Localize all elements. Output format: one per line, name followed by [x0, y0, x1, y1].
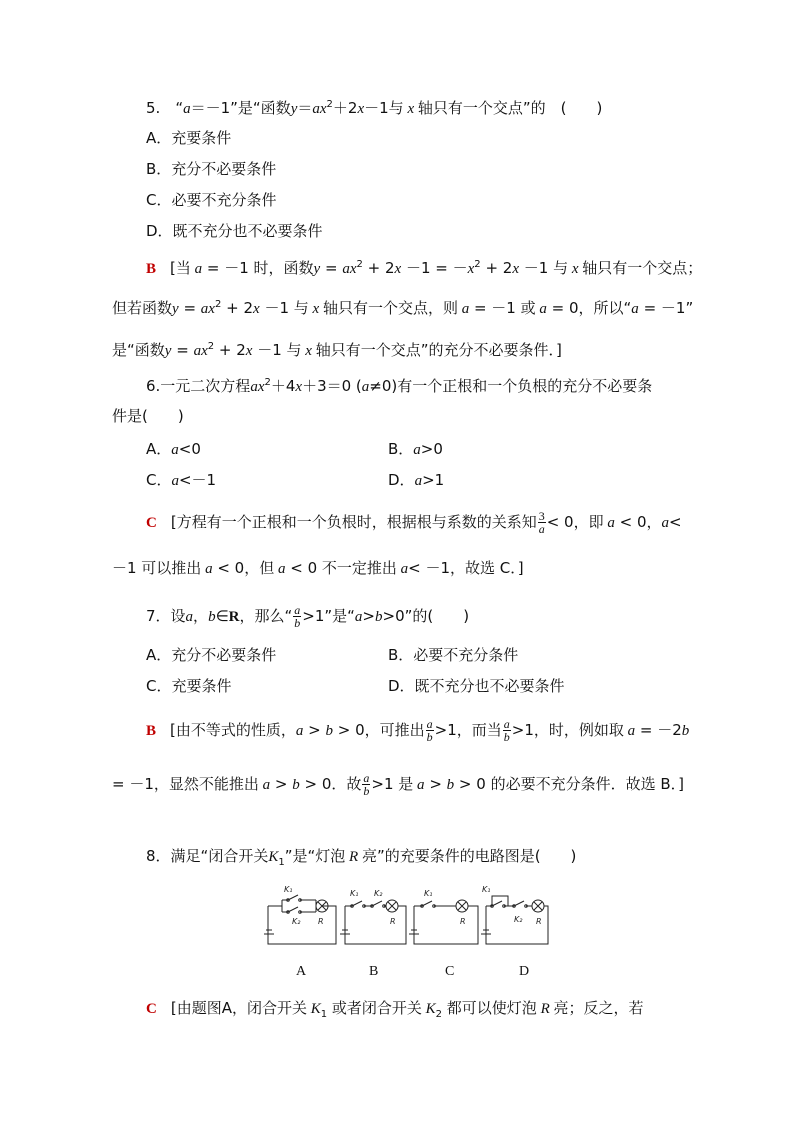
q6-number: 6.一元二次方程: [146, 377, 251, 395]
q7-stem: 7．设a，b∈R，那么“ $\frac{a}{b}$ >1”是“a>b>0”的( ): [146, 603, 470, 630]
q5-exp2-text: 但若函数: [112, 299, 173, 317]
q6-option-c: C．a<－1: [146, 471, 217, 489]
q6-opt-b-label: B．: [388, 440, 414, 458]
q7-option-d: D．既不充分也不必要条件: [388, 677, 565, 695]
q6-opt-a-label: A．: [146, 440, 172, 458]
circuit-label-a: A: [296, 964, 307, 979]
q6-option-b: B．a>0: [388, 440, 443, 458]
svg-text:K₁: K₁: [350, 889, 359, 898]
svg-text:R: R: [390, 917, 396, 926]
q8-explanation-line1: C [由题图A，闭合开关 $K_1$ 或者闭合开关 $K_2$ 都可以使灯泡 R 亮；反之，若: [146, 999, 644, 1020]
q6-explanation-line2: －1 可以推出 a < 0，但 a < 0 不一定推出 a< －1，故选 C．]: [112, 559, 524, 577]
q8-answer: C: [146, 1001, 157, 1017]
q7-option-c: C．充要条件: [146, 677, 232, 695]
q6-option-a: A．a<0: [146, 440, 201, 458]
svg-text:K₂: K₂: [514, 915, 523, 924]
q5-exp1-text: [当: [170, 259, 191, 277]
circuit-d: [481, 885, 548, 944]
q6-stem-line1: 6.一元二次方程$ax^2+4x+3=0$ (a≠0)有一个正根和一个负根的充分不必要条: [146, 377, 653, 395]
svg-text:R: R: [460, 917, 466, 926]
q7-explanation-line1: B [由不等式的性质，a > b > 0，可推出 $\frac{a}{b}$ >1，而当 $\frac{a}{b}$ >1，时，例如取 a = －2b: [146, 717, 690, 744]
q5-option-c: C．必要不充分条件: [146, 191, 277, 209]
q6-opt-c-label: C．: [146, 471, 172, 489]
q6-option-d: D．a>1: [388, 471, 445, 489]
circuit-diagrams: [0, 882, 794, 952]
circuit-label-c: C: [445, 964, 455, 979]
fraction-a-over-b: $\frac{a}{b}$: [294, 603, 301, 630]
q8-exp1-text: [由题图A，闭合开关: [170, 999, 307, 1017]
svg-text:K₂: K₂: [292, 917, 301, 926]
q5-stem: 5. “a＝－1”是“函数$y=ax^2+2x-1$与 x 轴只有一个交点”的 ( ): [146, 99, 603, 117]
q6-answer: C: [146, 515, 157, 531]
q5-option-d: D．既不充分也不必要条件: [146, 222, 323, 240]
q5-option-a: A．充要条件: [146, 129, 232, 147]
q7-option-b: B．必要不充分条件: [388, 646, 519, 664]
circuit-label-d: D: [519, 964, 530, 979]
q6-opt-d-label: D．: [388, 471, 415, 489]
q5-number: 5.: [146, 99, 161, 117]
q7-number: 7．设: [146, 607, 186, 625]
q6-explanation-line1: C [方程有一个正根和一个负根时，根据根与系数的关系知 $\frac{3}{a}$ < 0，即 a < 0，a<: [146, 509, 682, 536]
fraction-3-over-a: $\frac{3}{a}$: [538, 509, 545, 536]
svg-text:K₁: K₁: [424, 889, 433, 898]
q5-answer: B: [146, 261, 157, 277]
fraction-a-over-b-3: $\frac{a}{b}$: [503, 717, 510, 744]
svg-text:R: R: [318, 917, 324, 926]
q7-answer: B: [146, 723, 157, 739]
svg-text:R: R: [536, 917, 542, 926]
q5-exp3-text: 是“函数: [112, 341, 165, 359]
q7-option-a: A．充分不必要条件: [146, 646, 277, 664]
svg-text:K₁: K₁: [482, 885, 491, 894]
q5-explanation-line1: B [当 a = －1 时，函数$y = ax^2 + 2x -1 = -x^2 + 2x -1$ 与 x 轴只有一个交点；: [146, 259, 703, 277]
circuit-c: [409, 889, 478, 944]
q5-explanation-line3: 是“函数$y = ax^2 + 2x -1$ 与 x 轴只有一个交点”的充分不必要条件．]: [112, 341, 562, 359]
q7-explanation-line2: = －1，显然不能推出 a > b > 0．故 $\frac{a}{b}$ >1 是 a > b > 0 的必要不充分条件．故选 B．]: [112, 771, 684, 798]
svg-text:K₁: K₁: [284, 885, 293, 894]
circuit-b: [340, 889, 406, 944]
svg-text:K₂: K₂: [374, 889, 383, 898]
q5-option-b: B．充分不必要条件: [146, 160, 277, 178]
q8-stem: 8．满足“闭合开关$K_1$”是“灯泡 R 亮”的充要条件的电路图是( ): [146, 847, 577, 868]
fraction-a-over-b-4: $\frac{a}{b}$: [363, 771, 370, 798]
circuit-a: [264, 885, 336, 944]
q6-stem-line2: 件是( ): [112, 407, 184, 425]
q5-explanation-line2: 但若函数$y = ax^2 + 2x -1$ 与 x 轴只有一个交点，则 a = －1 或 a = 0，所以“a = －1”: [112, 299, 694, 317]
circuit-label-b: B: [369, 964, 379, 979]
fraction-a-over-b-2: $\frac{a}{b}$: [426, 717, 433, 744]
q8-number: 8．满足“闭合开关: [146, 847, 269, 865]
